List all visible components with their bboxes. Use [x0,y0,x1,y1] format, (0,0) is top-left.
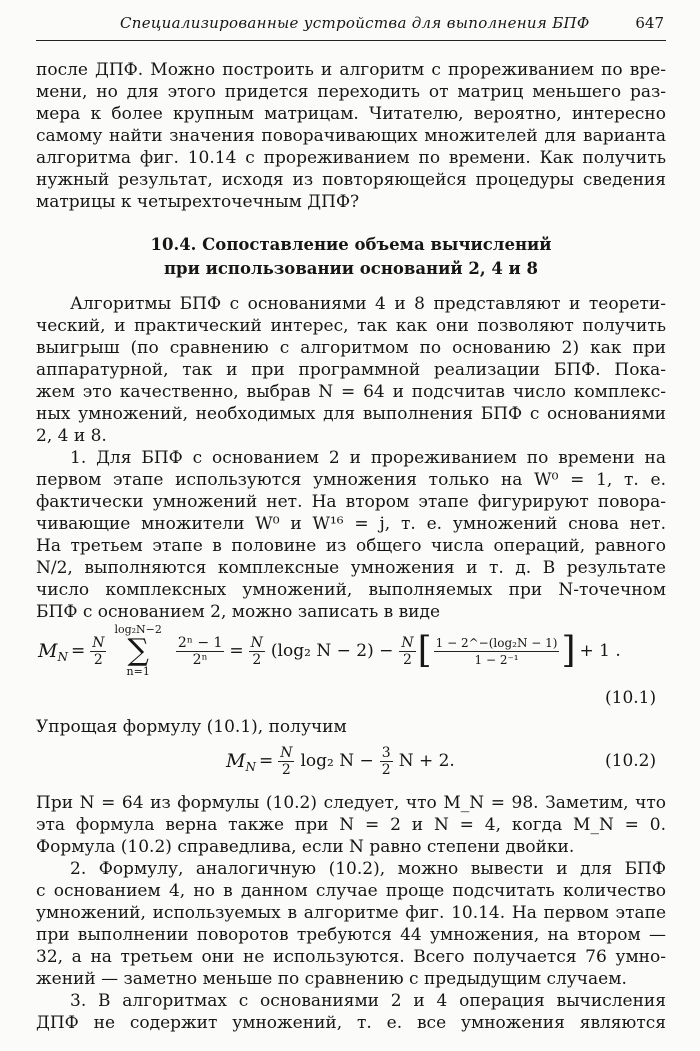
text-line: с основанием 4, но в данном случае проще подсчитать количество [36,881,666,901]
equation-number-10-2: (10.2) [605,751,657,771]
eq-lhs-sub: N [57,650,68,664]
text-line: 1. Для БПФ с основанием 2 и прореживанием по времени на [70,448,666,468]
text-line: ДПФ не содержит умножений, т. е. все умножения являются [36,1013,666,1033]
text-line: На третьем этапе в половине из общего числа операций, равного [36,536,666,556]
text-line: умножений, используемых в алгоритме фиг. 10.14. На первом этапе [36,903,666,923]
text-line: жений — заметно меньше по сравнению с предыдущим случаем. [36,969,627,989]
text-line: N/2, выполняются комплексные умножения и т. д. В результате [36,558,666,578]
eq-lhs: M [38,640,58,662]
text-line: мера к более крупным матрицам. Читателю, вероятно, интересно [36,104,666,124]
eq-tail: + 1 . [579,641,621,661]
text-line: БПФ с основанием 2, можно записать в виде [36,602,441,622]
text-line: число комплексных умножений, выполняемых при N-точечном [36,580,666,600]
section-heading-line-2: при использовании оснований 2, 4 и 8 [163,259,539,278]
text-line: 32, а на третьем они не используются. Всего получается 76 умно- [36,947,666,967]
text-line: самому найти значения поворачивающих множителей для варианта [36,126,666,146]
section-heading-line-1: 10.4. Сопоставление объема вычислений [150,235,552,254]
equation-10-2 [226,738,546,784]
eq-middle: log₂ N − [300,751,374,771]
eq-sign: = [258,751,274,771]
right-bracket: ] [561,630,576,671]
text-line: ных умножений, необходимых для выполнения БПФ с основаниями [36,404,666,424]
equation-number-10-1: (10.1) [605,688,657,708]
fraction: $\frac{N}{2}$ [401,634,414,668]
left-bracket: [ [417,630,432,671]
eq-sign: = [70,641,86,661]
text-line: первом этапе используются умножения только на W⁰ = 1, т. е. [36,470,666,490]
text-line: 2, 4 и 8. [36,426,107,446]
text-line: мени, но для этого придется переходить от матриц меньшего раз- [36,82,666,102]
fraction: $\frac{3}{2}$ [381,744,391,778]
text-line: чивающие множители W⁰ и W¹⁶ = j, т. е. умножений снова нет. [36,514,666,534]
summation: log₂N−2 ∑ n=1 [114,623,162,678]
equation-10-1 [38,616,666,686]
eq-sign: = [229,641,244,661]
running-title: Специализированные устройства для выполнения БПФ [120,14,590,32]
text-line: фактически умножений нет. На втором этапе фигурируют повора- [36,492,666,512]
text-line: Формула (10.2) справедлива, если N равно степени двойки. [36,837,575,857]
text-line: нужный результат, исходя из повторяющейся процедуры сведения [36,170,666,190]
fraction: $\frac{N}{2}$ [280,744,293,778]
text-line: матрицы к четырехточечным ДПФ? [36,192,360,212]
eq-lhs: M [226,750,246,772]
eq-lhs-sub: N [245,760,256,774]
text-line: после ДПФ. Можно построить и алгоритм с прореживанием по вре- [36,60,666,80]
text-line: выигрыш (по сравнению с алгоритмом по основанию 2) как при [36,338,666,358]
eq-middle: (log₂ N − 2) − [270,641,394,661]
page-number: 647 [635,14,664,32]
text-line: алгоритма фиг. 10.14 с прореживанием по времени. Как получить [36,148,666,168]
text-line: аппаратурной, так и при программной реализации БПФ. Пока- [36,360,666,380]
eq-tail: N + 2. [398,751,455,771]
page-header [36,8,666,41]
text-line: при выполнении поворотов требуются 44 умножения, на втором — [36,925,666,945]
fraction: $\frac{\text{2ⁿ − 1}}{\text{2ⁿ}}$ [177,634,223,668]
fraction: $\frac{\text{1 − 2\textasciicircum{}−(log₂N − 1)}}{\text{1 − 2⁻¹}}$ [435,635,558,667]
fraction: $\frac{N}{2}$ [250,634,263,668]
text-line: Алгоритмы БПФ с основаниями 4 и 8 представляют и теорети- [70,294,666,314]
text-line: При N = 64 из формулы (10.2) следует, что M_N = 98. Заметим, что [36,793,666,813]
text-line: Упрощая формулу (10.1), получим [36,717,347,737]
fraction: $\frac{N}{2}$ [92,634,105,668]
text-line: ческий, и практический интерес, так как они позволяют получить [36,316,666,336]
text-line: 3. В алгоритмах с основаниями 2 и 4 операция вычисления [70,991,666,1011]
text-line: 2. Формулу, аналогичную (10.2), можно вывести и для БПФ [70,859,666,879]
text-line: эта формула верна также при N = 2 и N = 4, когда M_N = 0. [36,815,666,835]
text-line: жем это качественно, выбрав N = 64 и подсчитав число комплекс- [36,382,666,402]
